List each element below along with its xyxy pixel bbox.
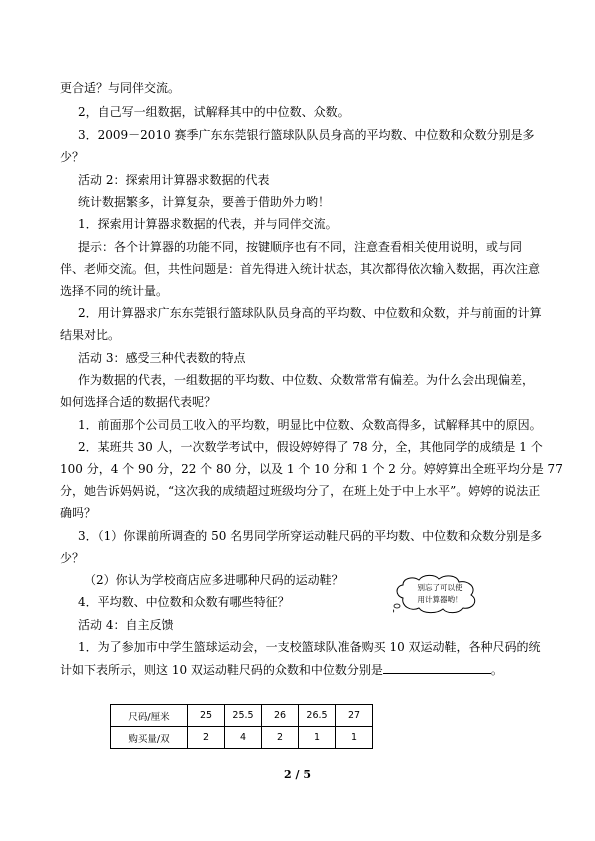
text-line: 选择不同的统计量。 <box>60 284 169 298</box>
text-line: 提示：各个计算器的功能不同，按键顺序也有不同，注意查看相关使用说明，或与同 <box>78 240 523 254</box>
table-cell: 2 <box>262 727 299 749</box>
callout-text <box>412 582 468 606</box>
text-line: 结果对比。 <box>60 328 121 342</box>
text-line: 1．前面那个公司员工收入的平均数，明显比中位数、众数高得多，试解释其中的原因。 <box>78 418 542 432</box>
table-row <box>111 727 373 749</box>
section-heading: 活动 2：探索用计算器求数据的代表 <box>78 173 270 187</box>
text-line: 伴、老师交流。但，共性问题是：首先得进入统计状态，其次都得依次输入数据，再次注意 <box>60 262 541 276</box>
text-line: 分，她告诉妈妈说，“这次我的成绩超过班级均分了，在班上处于中上水平”。婷婷的说法正 <box>60 484 541 498</box>
text-line: 更合适？与同伴交流。 <box>60 81 181 95</box>
text-line: 1．探索用计算器求数据的代表，并与同伴交流。 <box>78 217 338 231</box>
text-line: 100 分，4 个 90 分，22 个 80 分，以及 1 个 10 分和 1 个 2 分。婷婷算出全班平均分是 77 <box>60 462 563 476</box>
section-heading: 活动 3：感受三种代表数的特点 <box>78 351 246 365</box>
table-cell: 26.5 <box>299 705 336 727</box>
text-line: 4．平均数、中位数和众数有哪些特征？ <box>78 595 290 609</box>
section-heading: 活动 4：自主反馈 <box>78 618 174 632</box>
text-line: 3．（1）你课前所调查的 50 名男同学所穿运动鞋尺码的平均数、中位数和众数分别是多 <box>78 529 543 543</box>
text-line: 2．用计算器求广东东莞银行篮球队队员身高的平均数、中位数和众数，并与前面的计算 <box>78 306 542 320</box>
table-cell: 1 <box>336 727 373 749</box>
shoe-size-table <box>110 704 373 749</box>
answer-blank[interactable] <box>383 662 491 674</box>
table-cell: 1 <box>299 727 336 749</box>
text-line: （2）你认为学校商店应多进哪种尺码的运动鞋？ <box>84 573 344 587</box>
text-line: 1．为了参加市中学生篮球运动会，一支校篮球队准备购买 10 双运动鞋，各种尺码的统 <box>78 640 541 654</box>
page-number: 2 / 5 <box>284 768 311 781</box>
table-cell: 4 <box>225 727 262 749</box>
question-end: 。 <box>490 663 503 677</box>
text-line: 作为数据的代表，一组数据的平均数、中位数、众数常常有偏差。为什么会出现偏差， <box>78 373 535 387</box>
table-header-cell: 购买量/双 <box>111 727 188 749</box>
text-line: 少？ <box>60 551 85 565</box>
table-row <box>111 705 373 727</box>
table-cell: 2 <box>188 727 225 749</box>
text-line: 2．某班共 30 人，一次数学考试中，假设婷婷得了 78 分，全，其他同学的成绩是 1 个 <box>78 440 543 454</box>
table-header-cell: 尺码/厘米 <box>111 705 188 727</box>
text-line: 统计数据繁多，计算复杂，要善于借助外力哟！ <box>78 195 331 209</box>
table-cell: 25 <box>188 705 225 727</box>
text-line <box>60 662 550 677</box>
text-line: 少？ <box>60 150 85 164</box>
table-cell: 25.5 <box>225 705 262 727</box>
table-cell: 26 <box>262 705 299 727</box>
callout-line: 别忘了可以使 <box>417 583 463 592</box>
text-line: 如何选择合适的数据代表呢？ <box>60 395 217 409</box>
callout-line: 用计算器哟！ <box>417 595 463 604</box>
text-line: 3．2009－2010 赛季广东东莞银行篮球队队员身高的平均数、中位数和众数分别是多 <box>78 128 535 142</box>
table-cell: 27 <box>336 705 373 727</box>
text-line: 2，自己写一组数据，试解释其中的中位数、众数。 <box>78 105 350 119</box>
text-line: 确吗？ <box>60 506 97 520</box>
question-text: 计如下表所示，则这 10 双运动鞋尺码的众数和中位数分别是 <box>60 663 383 677</box>
